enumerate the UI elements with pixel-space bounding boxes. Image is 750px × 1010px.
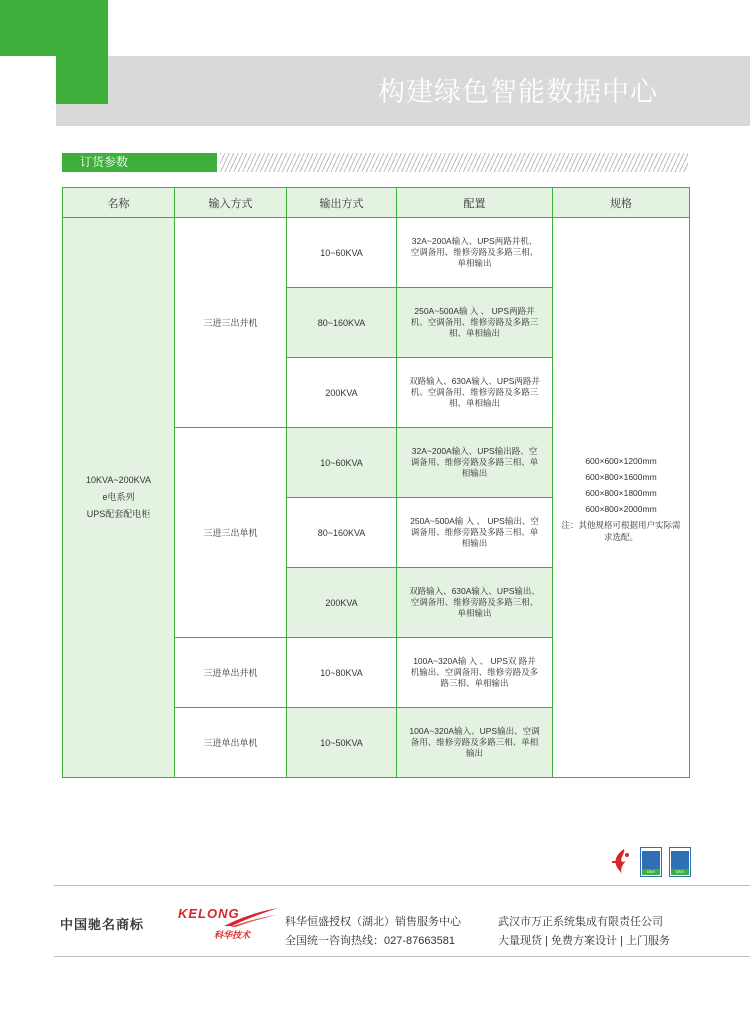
spec-item: 600×600×1200mm [585,455,657,466]
config-cell: 100A~320A输 入 、 UPS双 路并机输出、空调备用、维修旁路及多路三相、单相输出 [397,638,553,708]
footer-divider [54,885,750,886]
section-bar [62,153,688,172]
output-cell: 80~160KVA [287,498,397,568]
config-cell: 双路输入、630A输入、UPS两路并机、空调备用、维修旁路及多路三相、单相输出 [397,358,553,428]
output-cell: 80~160KVA [287,288,397,358]
spec-item: 600×800×2000mm [585,503,657,514]
output-cell: 200KVA [287,568,397,638]
section-hatch-decoration [220,153,688,172]
header-spec: 规格 [553,188,690,218]
product-type: UPS配套配电柜 [86,509,151,519]
product-name-cell [63,218,175,778]
hotline-text: 全国统一咨询热线：027-87663581 [285,935,455,947]
input-mode-cell: 三进三出单机 [175,428,287,638]
config-cell: 100A~320A输入、UPS输出、空调备用、维修旁路及多路三相、单相输出 [397,708,553,778]
spec-item: 600×800×1800mm [585,487,657,498]
section-label: 订货参数 [62,153,217,172]
spec-note: 注：其他规格可根据用户实际需求选配。 [561,519,681,542]
output-cell: 10~80KVA [287,638,397,708]
config-cell: 32A~200A输入、UPS输出路、空调备用、维修旁路及多路三相、单相输出 [397,428,553,498]
authorized-center-text: 科华恒盛授权（湖北）销售服务中心 [285,916,461,928]
config-cell: 250A~500A输 入 、 UPS输出、空调备用、维修旁路及多路三相、单相输出 [397,498,553,568]
services-text: 大量现货 | 免费方案设计 | 上门服务 [498,935,670,947]
input-mode-cell: 三进单出单机 [175,708,287,778]
china-quality-mark-icon [610,847,634,877]
table-row [63,218,690,288]
table-header-row [63,188,690,218]
header-accent-block [56,56,108,104]
product-range: 10KVA~200KVA [86,475,151,485]
footer-divider [54,956,750,957]
spec-cell [553,218,690,778]
output-cell: 200KVA [287,358,397,428]
input-mode-cell: 三进单出并机 [175,638,287,708]
page-title: 构建绿色智能数据中心 [378,77,658,108]
kelong-logo [178,906,278,942]
spec-item: 600×800×1600mm [585,471,657,482]
company-name-text: 武汉市万正系统集成有限责任公司 [498,916,663,928]
config-cell: 双路输入、630A输入、UPS输出、空调备用、维修旁路及多路三相、单相输出 [397,568,553,638]
output-cell: 10~60KVA [287,218,397,288]
product-series: e电系列 [102,492,135,502]
header-name: 名称 [63,188,175,218]
output-cell: 10~50KVA [287,708,397,778]
corner-accent [0,0,108,56]
logo-name: KELONG [178,906,240,921]
logo-subtitle: 科华技术 [214,930,251,940]
config-cell: 32A~200A输入、UPS两路并机、空调备用、维修旁路及多路三相、单相输出 [397,218,553,288]
header-input-mode: 输入方式 [175,188,287,218]
header-output-mode: 输出方式 [287,188,397,218]
order-parameters-table [62,187,690,778]
header-config: 配置 [397,188,553,218]
dnv-cert-icon: DNV [669,847,691,877]
trademark-text: 中国驰名商标 [60,917,145,932]
input-mode-cell: 三进三出并机 [175,218,287,428]
dnv-cert-icon: DNV [640,847,662,877]
config-cell: 250A~500A输 入 、 UPS两路并机、空调备用、维修旁路及多路三相、单相输出 [397,288,553,358]
output-cell: 10~60KVA [287,428,397,498]
